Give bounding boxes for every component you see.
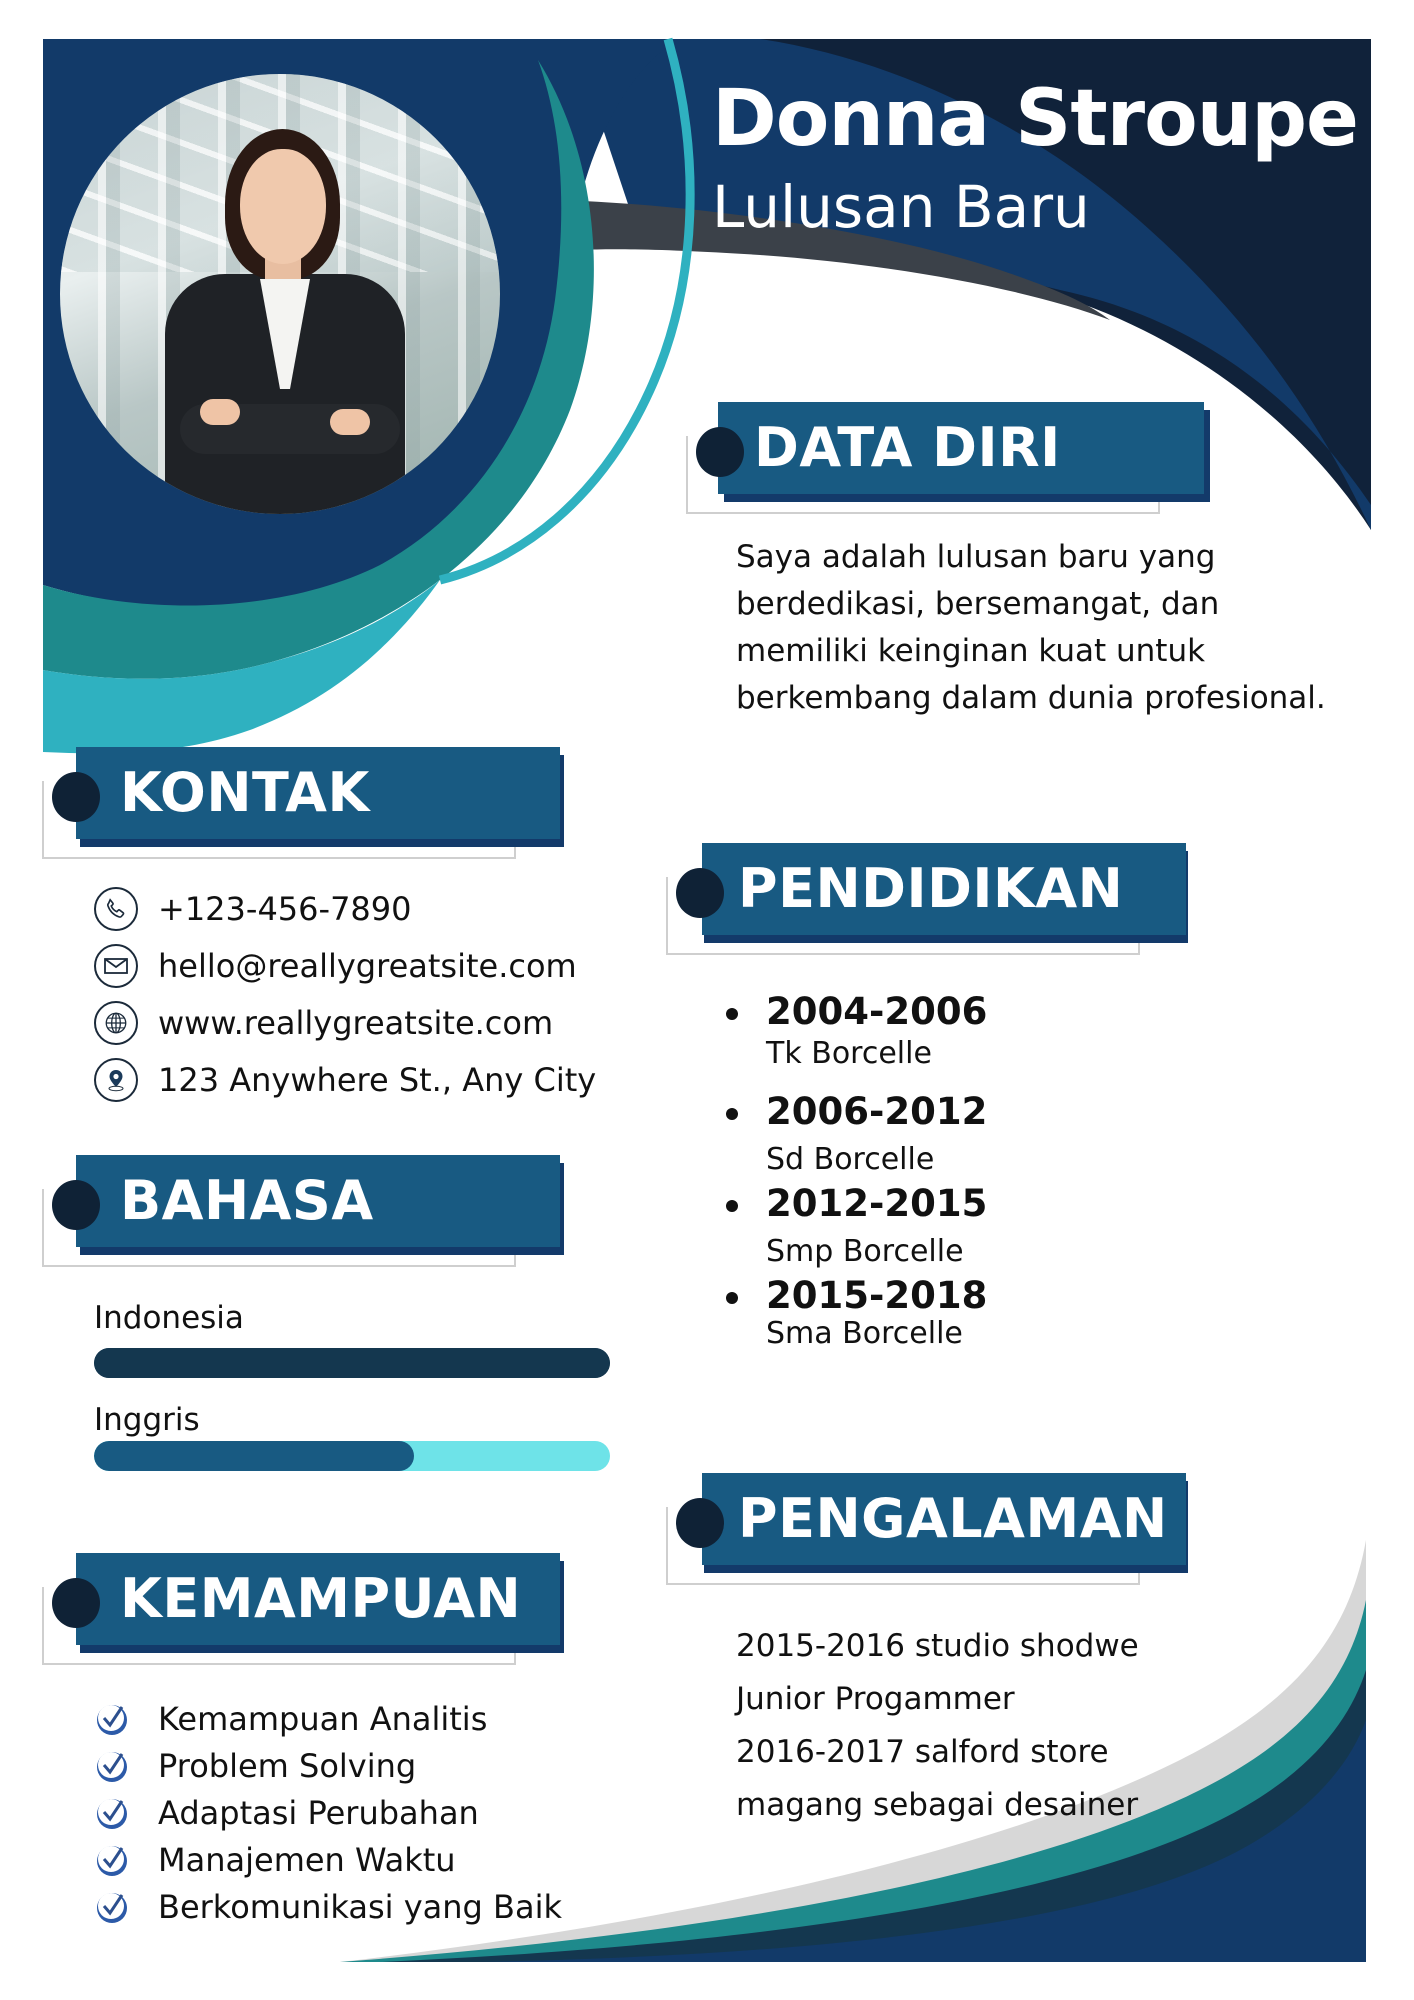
education-school: Smp Borcelle [766, 1234, 964, 1269]
mail-icon [94, 944, 138, 988]
profile-photo [60, 74, 500, 514]
experience-list [736, 1620, 1139, 1832]
education-years: 2015-2018 [766, 1274, 988, 1317]
contact-website-text[interactable]: www.reallygreatsite.com [158, 1003, 554, 1042]
header-dot [52, 1180, 100, 1230]
photo-hand [200, 399, 240, 425]
bullet [726, 1008, 738, 1020]
contact-phone-text[interactable]: +123-456-7890 [158, 889, 412, 928]
language-bar-indonesia [94, 1348, 610, 1378]
section-header-data-diri [686, 402, 1226, 502]
section-title: PENGALAMAN [738, 1487, 1168, 1550]
skill-text: Berkomunikasi yang Baik [158, 1887, 562, 1926]
education-item [726, 1182, 987, 1272]
header-dot [52, 772, 100, 822]
experience-line: 2016-2017 salford store [736, 1734, 1109, 1770]
section-header-pendidikan [666, 843, 1206, 943]
section-title: KONTAK [120, 761, 370, 824]
contact-email [94, 937, 596, 994]
contact-list [94, 880, 596, 1108]
about-line: berkembang dalam dunia profesional. [736, 680, 1326, 716]
bullet [726, 1200, 738, 1212]
skill-text: Problem Solving [158, 1746, 417, 1785]
education-years: 2004-2006 [766, 990, 988, 1033]
header-dot [676, 1498, 724, 1548]
education-years: 2006-2012 [766, 1090, 988, 1133]
contact-website [94, 994, 596, 1051]
header-dot [676, 868, 724, 918]
skill-item [94, 1836, 562, 1883]
experience-line: 2015-2016 studio shodwe [736, 1628, 1139, 1664]
check-circle-icon [94, 1889, 130, 1925]
education-school: Tk Borcelle [766, 1036, 932, 1071]
experience-line: Junior Progammer [736, 1681, 1015, 1717]
section-title: DATA DIRI [754, 416, 1061, 479]
header-dot [696, 427, 744, 477]
about-paragraph [736, 534, 1396, 722]
section-header-pengalaman [666, 1473, 1206, 1573]
phone-icon [94, 887, 138, 931]
skill-item [94, 1883, 562, 1930]
education-years: 2012-2015 [766, 1182, 988, 1225]
education-item [726, 990, 987, 1074]
photo-face [240, 149, 326, 264]
education-school: Sma Borcelle [766, 1316, 963, 1351]
skills-list [94, 1695, 562, 1930]
check-circle-icon [94, 1842, 130, 1878]
contact-email-text[interactable]: hello@reallygreatsite.com [158, 946, 577, 985]
section-header-kontak [42, 747, 582, 847]
header-dot [52, 1578, 100, 1628]
location-pin-icon [94, 1058, 138, 1102]
about-line: memiliki keinginan kuat untuk [736, 633, 1206, 669]
contact-address [94, 1051, 596, 1108]
check-circle-icon [94, 1701, 130, 1737]
education-list [726, 990, 987, 1354]
section-header-bahasa [42, 1155, 582, 1255]
language-label-inggris: Inggris [94, 1402, 200, 1438]
globe-icon [94, 1001, 138, 1045]
contact-phone [94, 880, 596, 937]
section-title: PENDIDIKAN [738, 857, 1124, 920]
education-item [726, 1274, 987, 1354]
person-name: Donna Stroupe [712, 74, 1358, 164]
language-bar-fill [94, 1441, 414, 1471]
skill-item [94, 1695, 562, 1742]
experience-line: magang sebagai desainer [736, 1787, 1139, 1823]
bullet [726, 1292, 738, 1304]
skill-text: Kemampuan Analitis [158, 1699, 488, 1738]
skill-text: Manajemen Waktu [158, 1840, 456, 1879]
contact-address-text: 123 Anywhere St., Any City [158, 1060, 597, 1099]
bullet [726, 1108, 738, 1120]
check-circle-icon [94, 1795, 130, 1831]
skill-item [94, 1742, 562, 1789]
skill-item [94, 1789, 562, 1836]
education-school: Sd Borcelle [766, 1142, 935, 1177]
language-bar-fill [94, 1348, 610, 1378]
section-header-kemampuan [42, 1553, 582, 1653]
education-item [726, 1090, 987, 1180]
skill-text: Adaptasi Perubahan [158, 1793, 479, 1832]
language-label-indonesia: Indonesia [94, 1300, 244, 1336]
about-line: Saya adalah lulusan baru yang [736, 539, 1216, 575]
person-title: Lulusan Baru [712, 173, 1090, 241]
photo-hand [330, 409, 370, 435]
language-bar-inggris [94, 1441, 610, 1471]
section-title: KEMAMPUAN [120, 1567, 522, 1630]
section-title: BAHASA [120, 1169, 374, 1232]
about-line: berdedikasi, bersemangat, dan [736, 586, 1220, 622]
check-circle-icon [94, 1748, 130, 1784]
